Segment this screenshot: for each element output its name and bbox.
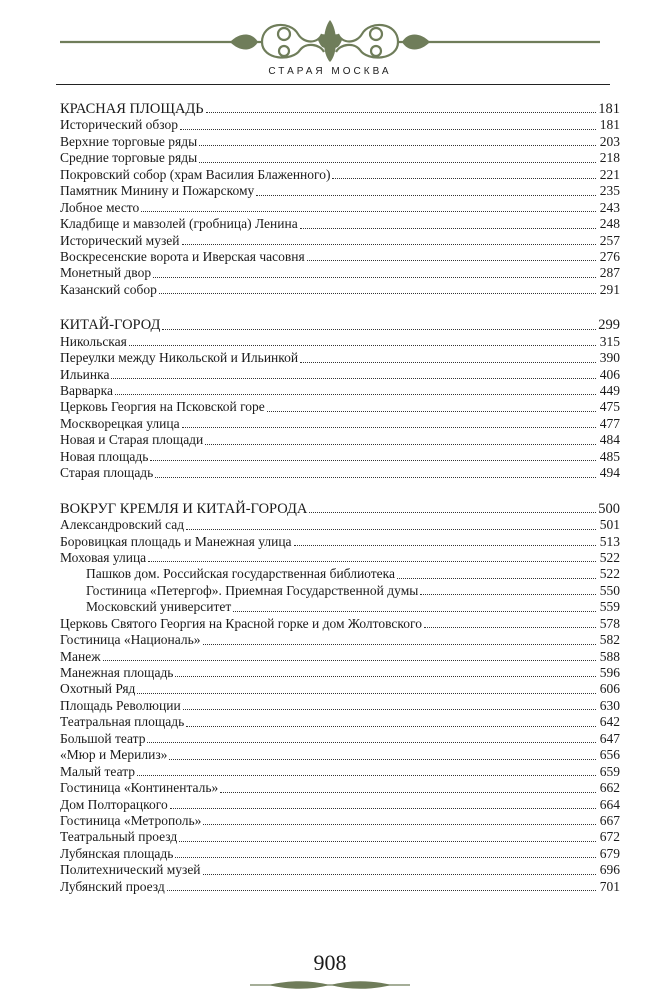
dot-leader (180, 129, 596, 130)
toc-page-number: 485 (599, 448, 620, 464)
toc-page-number: 696 (599, 862, 620, 878)
toc-entry[interactable] (60, 183, 620, 199)
toc-entry-title: Гостиница «Метрополь» (60, 812, 202, 828)
toc-page-number: 218 (599, 150, 620, 166)
dot-leader (170, 808, 596, 809)
toc-entry[interactable] (60, 517, 620, 533)
toc-page-number: 596 (599, 665, 620, 680)
toc-entry[interactable] (60, 698, 620, 714)
toc-page-number: 390 (599, 350, 620, 366)
toc-page-number: 679 (599, 845, 620, 861)
dot-leader (129, 345, 596, 346)
toc-entry-title: Лубянский проезд (60, 878, 165, 894)
toc-page-number: 477 (599, 415, 620, 431)
toc-entry[interactable] (60, 681, 620, 697)
toc-entry[interactable] (60, 465, 620, 481)
footer-ornament (0, 978, 660, 992)
toc-entry[interactable] (60, 731, 620, 747)
dot-leader (137, 775, 596, 776)
dot-leader (294, 545, 596, 546)
dot-leader (307, 260, 596, 261)
toc-entry[interactable] (60, 862, 620, 878)
toc-entry-title: Церковь Георгия на Псковской горе (60, 399, 265, 415)
toc-entry-title: ВОКРУГ КРЕМЛЯ И КИТАЙ-ГОРОДА (60, 500, 308, 517)
toc-entry[interactable] (60, 282, 620, 298)
toc-entry[interactable] (60, 134, 620, 150)
toc-page-number: 664 (599, 796, 620, 812)
toc-entry[interactable] (60, 599, 620, 615)
toc-entry-title: Боровицкая площадь и Манежная улица (60, 533, 292, 549)
toc-entry-title: Театральный проезд (60, 829, 178, 845)
dot-leader (300, 228, 596, 229)
toc-entry[interactable] (60, 265, 620, 281)
toc-entry[interactable] (60, 334, 620, 350)
toc-entry[interactable] (60, 616, 620, 632)
toc-entry[interactable] (60, 583, 620, 599)
toc-entry[interactable] (60, 764, 620, 780)
dot-leader (206, 112, 596, 113)
toc-entry[interactable] (60, 879, 620, 895)
toc-page-number: 494 (599, 465, 620, 481)
toc-entry[interactable] (60, 780, 620, 796)
toc-entry[interactable] (60, 534, 620, 550)
toc-page-number: 406 (599, 366, 620, 382)
toc-page-number: 588 (599, 648, 620, 664)
dot-leader (111, 378, 596, 379)
toc-page-number: 522 (599, 549, 620, 565)
toc-page-number: 248 (599, 216, 620, 232)
section-gap (60, 482, 620, 501)
toc-entry-title: «Мюр и Мерилиз» (60, 747, 168, 763)
toc-entry-title: Гостиница «Националь» (60, 632, 201, 648)
dot-leader (424, 627, 596, 628)
toc-page-number: 550 (599, 582, 620, 598)
toc-page-number: 243 (599, 199, 620, 215)
toc-entry[interactable] (60, 632, 620, 648)
toc-page-number: 672 (599, 829, 620, 845)
toc-page-number: 203 (599, 133, 620, 149)
dot-leader (150, 460, 596, 461)
toc-entry-title: Новая площадь (60, 448, 149, 464)
toc-page-number: 221 (599, 166, 620, 182)
toc-entry-title: Малый театр (60, 763, 136, 779)
toc-page-number: 630 (599, 697, 620, 713)
toc-entry[interactable] (60, 416, 620, 432)
toc-entry-title: Моховая улица (60, 549, 147, 565)
toc-entry-title: Политехнический музей (60, 862, 201, 878)
toc-page-number: 647 (599, 730, 620, 746)
toc-page-number: 501 (599, 517, 620, 533)
header-rule (56, 84, 610, 85)
toc-entry-title: Большой театр (60, 730, 146, 746)
toc-page-number: 484 (599, 432, 620, 448)
dot-leader (147, 742, 596, 743)
toc-entry-title: Покровский собор (храм Василия Блаженного) (60, 166, 331, 182)
dot-leader (115, 394, 596, 395)
dot-leader (203, 824, 596, 825)
dot-leader (153, 277, 596, 278)
toc-entry[interactable] (60, 399, 620, 415)
toc-entry-title: Исторический обзор (60, 117, 179, 133)
dot-leader (300, 362, 596, 363)
dot-leader (167, 890, 596, 891)
dot-leader (162, 329, 596, 330)
dot-leader (267, 411, 596, 412)
table-of-contents (60, 101, 620, 895)
toc-entry-title: Театральная площадь (60, 714, 185, 730)
toc-entry[interactable] (60, 846, 620, 862)
toc-entry-title: Лобное место (60, 199, 140, 215)
dot-leader (169, 759, 596, 760)
toc-entry[interactable] (60, 150, 620, 166)
dot-leader (233, 611, 596, 612)
header-ornament (0, 12, 660, 64)
toc-entry[interactable] (60, 200, 620, 216)
toc-entry[interactable] (60, 367, 620, 383)
toc-entry-title: Охотный Ряд (60, 681, 136, 697)
toc-entry[interactable] (60, 813, 620, 829)
toc-entry[interactable] (60, 566, 620, 582)
toc-section-heading[interactable] (60, 501, 620, 517)
toc-page-number: 181 (599, 117, 620, 133)
toc-entry-title: Гостиница «Петергоф». Приемная Государственной думы (86, 582, 419, 598)
toc-entry-title: Гостиница «Континенталь» (60, 780, 219, 796)
toc-entry-title: Варварка (60, 383, 114, 398)
toc-entry[interactable] (60, 665, 620, 681)
dot-leader (397, 578, 596, 579)
toc-entry-title: Переулки между Никольской и Ильинкой (60, 350, 299, 366)
toc-page-number: 291 (599, 281, 620, 297)
toc-entry-title: КРАСНАЯ ПЛОЩАДЬ (60, 101, 204, 117)
toc-entry-title: Средние торговые ряды (60, 150, 198, 166)
toc-entry[interactable] (60, 117, 620, 133)
dot-leader (155, 477, 596, 478)
toc-page-number: 257 (599, 232, 620, 248)
toc-page-number: 559 (599, 599, 620, 615)
dot-leader (203, 644, 596, 645)
dot-leader (199, 162, 596, 163)
toc-page-number: 582 (599, 632, 620, 648)
toc-page-number: 662 (599, 780, 620, 796)
toc-page-number: 606 (599, 681, 620, 697)
toc-page-number: 287 (599, 265, 620, 281)
dot-leader (256, 195, 596, 196)
dot-leader (175, 857, 596, 858)
dot-leader (182, 427, 596, 428)
toc-page-number: 656 (599, 747, 620, 763)
dot-leader (182, 244, 596, 245)
dot-leader (420, 594, 596, 595)
toc-entry-title: Новая и Старая площади (60, 432, 204, 448)
toc-entry-title: Дом Полторацкого (60, 796, 168, 812)
toc-page-number: 667 (599, 812, 620, 828)
dot-leader (183, 709, 596, 710)
toc-entry[interactable] (60, 797, 620, 813)
toc-page-number: 235 (599, 183, 620, 199)
toc-entry-title: Воскресенские ворота и Иверская часовня (60, 248, 305, 264)
toc-entry-title: Манеж (60, 648, 101, 664)
toc-entry[interactable] (60, 233, 620, 249)
toc-page-number: 659 (599, 763, 620, 779)
dot-leader (137, 693, 596, 694)
toc-page-number: 578 (599, 615, 620, 631)
toc-entry-title: Манежная площадь (60, 665, 174, 680)
dot-leader (220, 792, 596, 793)
toc-entry[interactable] (60, 714, 620, 730)
toc-entry[interactable] (60, 649, 620, 665)
toc-page-number: 701 (599, 878, 620, 894)
toc-entry-title: Никольская (60, 333, 127, 349)
dot-leader (205, 444, 596, 445)
toc-page-number: 315 (599, 333, 620, 349)
dot-leader (332, 178, 596, 179)
toc-entry[interactable] (60, 829, 620, 845)
toc-entry-title: Ильинка (60, 366, 110, 382)
dot-leader (103, 660, 596, 661)
toc-entry-title: Лубянская площадь (60, 845, 174, 861)
toc-entry-title: Памятник Минину и Пожарскому (60, 183, 255, 199)
dot-leader (203, 874, 596, 875)
dot-leader (141, 211, 596, 212)
toc-entry-title: Церковь Святого Георгия на Красной горке и дом Жолтовского (60, 615, 422, 631)
dot-leader (186, 726, 596, 727)
toc-entry[interactable] (60, 432, 620, 448)
toc-entry-title: Верхние торговые ряды (60, 133, 198, 149)
toc-entry[interactable] (60, 449, 620, 465)
dot-leader (309, 512, 596, 513)
toc-entry-title: Площадь Революции (60, 697, 181, 713)
dot-leader (175, 676, 596, 677)
toc-page-number: 181 (598, 101, 620, 117)
toc-entry[interactable] (60, 249, 620, 265)
dot-leader (179, 841, 596, 842)
toc-entry-title: Пашков дом. Российская государственная библиотека (86, 566, 395, 582)
toc-entry-title: Кладбище и мавзолей (гробница) Ленина (60, 216, 298, 232)
toc-page-number: 513 (599, 533, 620, 549)
toc-entry[interactable] (60, 747, 620, 763)
dot-leader (186, 529, 596, 530)
toc-page-number: 500 (598, 500, 620, 517)
toc-page-number: 475 (599, 399, 620, 415)
toc-section-heading[interactable] (60, 101, 620, 117)
toc-entry[interactable] (60, 550, 620, 566)
toc-section-heading[interactable] (60, 317, 620, 333)
toc-entry[interactable] (60, 350, 620, 366)
toc-page-number: 522 (599, 566, 620, 582)
toc-page-number: 276 (599, 248, 620, 264)
dot-leader (148, 561, 596, 562)
page-number: 908 (313, 950, 347, 975)
toc-page-number: 642 (599, 714, 620, 730)
toc-entry-title: Московский университет (86, 599, 232, 615)
toc-page-number: 449 (599, 383, 620, 398)
toc-entry-title: Москворецкая улица (60, 415, 180, 431)
toc-page-number: 299 (598, 317, 620, 334)
toc-entry-title: Александровский сад (60, 517, 185, 533)
dot-leader (199, 145, 596, 146)
dot-leader (159, 293, 596, 294)
toc-entry-title: КИТАЙ-ГОРОД (60, 317, 161, 334)
toc-entry-title: Казанский собор (60, 281, 157, 297)
toc-entry[interactable] (60, 216, 620, 232)
toc-entry-title: Монетный двор (60, 265, 152, 281)
running-head: СТАРАЯ МОСКВА (268, 66, 392, 77)
toc-entry[interactable] (60, 383, 620, 399)
toc-entry-title: Исторический музей (60, 232, 180, 248)
section-gap (60, 298, 620, 317)
toc-entry[interactable] (60, 167, 620, 183)
toc-entry-title: Старая площадь (60, 465, 154, 481)
